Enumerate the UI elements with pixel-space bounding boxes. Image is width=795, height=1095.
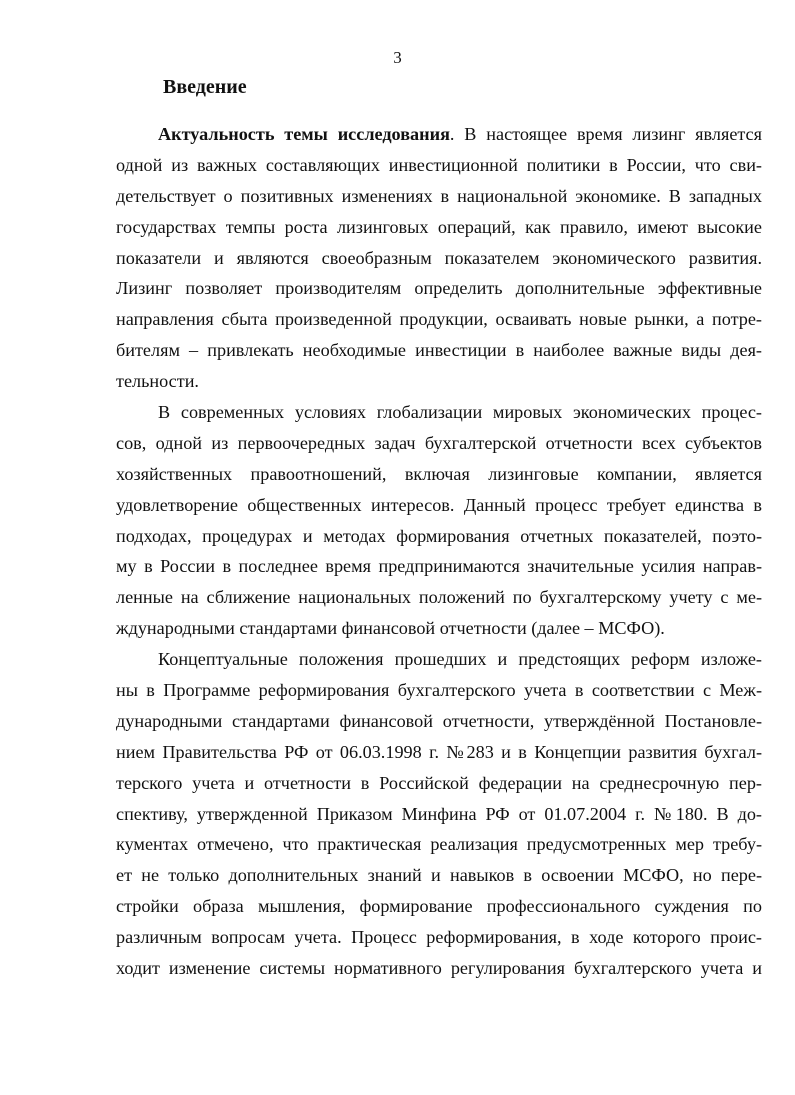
- body-text: [116, 119, 762, 984]
- text-line: показатели и являются своеобразным показателем экономического развития.: [116, 247, 762, 268]
- text-line: стройки образа мышления, формирование профессионального суждения по: [116, 896, 762, 917]
- text-line: подходах, процедурах и методах формирования отчетных показателей, поэто-: [116, 525, 762, 546]
- text-line: государствах темпы роста лизинговых операций, как правило, имеют высокие: [116, 216, 762, 237]
- text-line: удовлетворение общественных интересов. Данный процесс требует единства в: [116, 494, 762, 515]
- text-line: му в России в последнее время предпринимаются значительные усилия направ-: [116, 556, 762, 577]
- text-line: терского учета и отчетности в Российской федерации на среднесрочную пер-: [116, 772, 762, 793]
- text-line: дународными стандартами финансовой отчетности, утверждённой Постановле-: [116, 710, 762, 731]
- text-line: Концептуальные положения прошедших и предстоящих реформ изложе-: [158, 649, 762, 670]
- text-line: Лизинг позволяет производителям определить дополнительные эффективные: [116, 278, 762, 299]
- page-number: 3: [393, 48, 402, 67]
- section-heading: Введение: [163, 76, 247, 98]
- text-line: нием Правительства РФ от 06.03.1998 г. №283 и в Концепции развития бухгал-: [116, 741, 762, 762]
- text-line: ходит изменение системы нормативного регулирования бухгалтерского учета и: [116, 958, 762, 979]
- text-line: направления сбыта произведенной продукции, осваивать новые рынки, а потре-: [116, 309, 762, 330]
- text-line: ет не только дополнительных знаний и навыков в освоении МСФО, но пере-: [116, 865, 762, 886]
- text-line: хозяйственных правоотношений, включая лизинговые компании, является: [116, 463, 762, 484]
- text-line: кументах отмечено, что практическая реализация предусмотренных мер требу-: [116, 834, 762, 855]
- text-line: ленные на сближение национальных положений по бухгалтерскому учету с ме-: [116, 587, 762, 608]
- text-line: спективу, утвержденной Приказом Минфина РФ от 01.07.2004 г. №180. В до-: [116, 803, 762, 824]
- text-line: детельствует о позитивных изменениях в национальной экономике. В западных: [116, 185, 762, 206]
- text-line: бителям – привлекать необходимые инвестиции в наиболее важные виды дея-: [116, 340, 762, 361]
- text-line: Актуальность темы исследования. В настоящее время лизинг является: [158, 124, 762, 144]
- text-line: одной из важных составляющих инвестиционной политики в России, что сви-: [116, 154, 762, 175]
- text-line: различным вопросам учета. Процесс реформирования, в ходе которого проис-: [116, 927, 762, 948]
- text-line: ждународными стандартами финансовой отчетности (далее – МСФО).: [116, 618, 665, 639]
- text-line: тельности.: [116, 371, 199, 392]
- text-line: ны в Программе реформирования бухгалтерского учета в соответствии с Меж-: [116, 680, 762, 701]
- text-line: В современных условиях глобализации мировых экономических процес-: [158, 402, 762, 423]
- text-line: сов, одной из первоочередных задач бухгалтерской отчетности всех субъектов: [116, 432, 762, 453]
- paragraph-lead: Актуальность темы исследования: [158, 124, 450, 144]
